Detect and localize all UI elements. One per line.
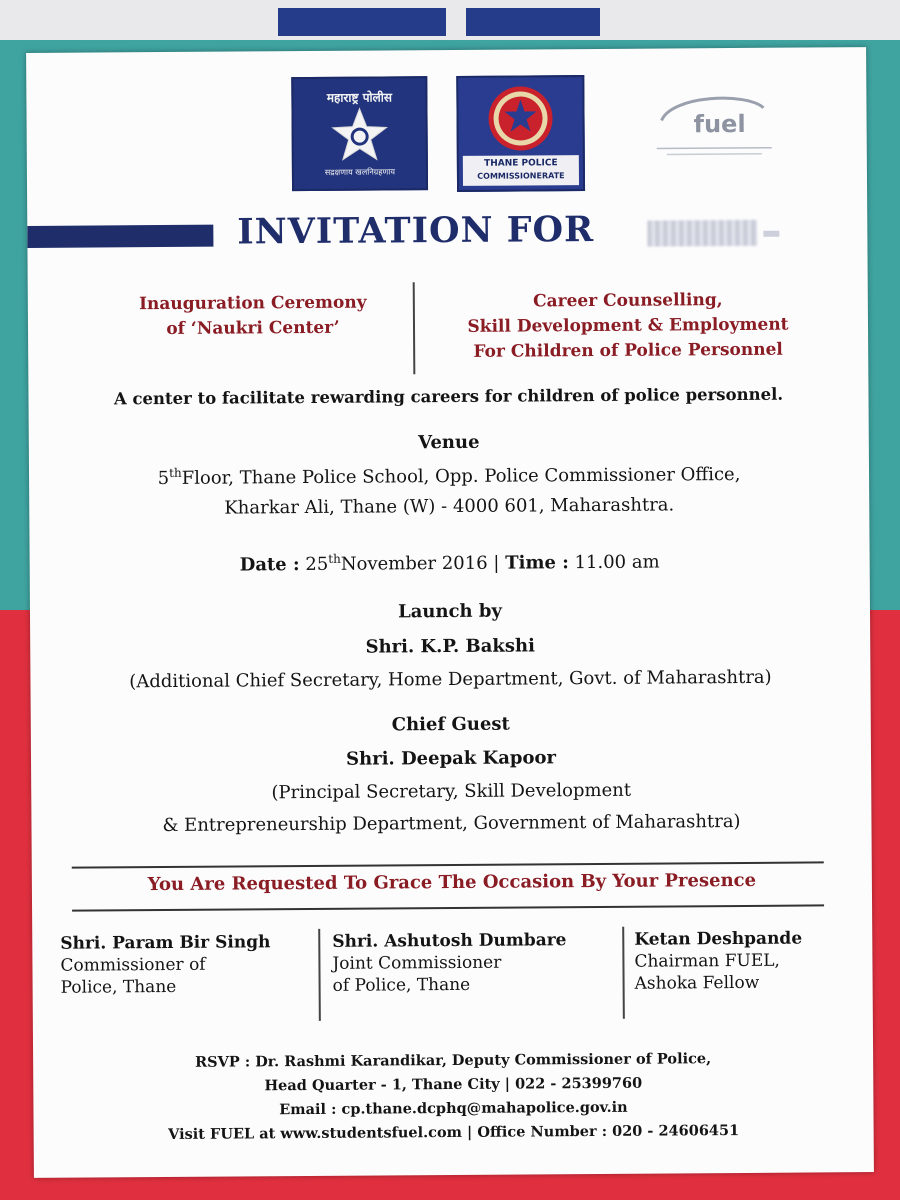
title-accent-bar [27,225,213,248]
tagline: A center to facilitate rewarding careers for children of police personnel. [113,384,784,409]
request-line: You Are Requested To Grace The Occasion By Your Presence [147,869,757,896]
police-star-icon [329,106,389,162]
venue-line-2: Kharkar Ali, Thane (W) - 4000 601, Maharashtra. [224,494,675,519]
launch-role: (Additional Chief Secretary, Home Department, Govt. of Maharashtra) [129,666,772,693]
venue-address-line-1: Floor, Thane Police School, Opp. Police Commissioner Office, [181,463,741,489]
subtitle-left-line: of ‘Naukri Center’ [166,317,340,339]
date-label: Date : [239,554,300,576]
rsvp-fuel-line: Visit FUEL at www.studentsfuel.com | Office Number : 020 - 24606451 [168,1121,740,1143]
logo-row [26,73,867,199]
venue-floor-number: 5 [157,467,170,490]
host-divider [622,927,625,1019]
thane-police-emblem-icon [480,83,560,154]
host-name: Shri. Param Bir Singh [60,932,271,954]
host-divider [318,929,321,1021]
fuel-logo [651,90,776,163]
thane-police-label-line2: COMMISSIONERATE [477,171,565,181]
maharashtra-police-logo-motto: सद्रक्षणाय खलनिग्रहणाय [324,167,396,177]
thane-police-label-panel [463,155,579,186]
chief-guest-role-line-1: (Principal Secretary, Skill Development [271,779,632,804]
venue-floor-suffix: th [169,465,182,480]
thane-police-label-line1: THANE POLICE [484,158,558,169]
host-role: Chairman FUEL, [634,950,781,972]
host-2 [332,929,567,997]
strip-logo-tile [466,8,600,36]
maharashtra-police-logo-title: महाराष्ट्र पोलीस [326,90,393,105]
subtitle-left-line: Inauguration Ceremony [139,292,367,315]
board-top-strip [0,0,900,40]
host-role: of Police, Thane [332,974,471,996]
redacted-title-text [647,220,757,247]
chief-guest-heading: Chief Guest [391,713,510,736]
subtitle-right-line: Skill Development & Employment [467,314,789,337]
subtitle-career [423,287,834,365]
chief-guest-name: Shri. Deepak Kapoor [346,747,557,770]
thane-police-logo [456,75,585,192]
host-name: Shri. Ashutosh Dumbare [332,930,567,952]
date-time-separator: | [493,552,500,574]
rsvp-email: Email : cp.thane.dcphq@mahapolice.gov.in [279,1098,628,1119]
host-role: Ashoka Fellow [634,972,760,994]
subtitle-right-line: For Children of Police Personnel [473,339,783,362]
request-bottom-rule [72,904,824,911]
launch-heading: Launch by [397,600,502,623]
host-1 [60,931,271,998]
rsvp-line-1: RSVP : Dr. Rashmi Karandikar, Deputy Commissioner of Police, [195,1050,712,1071]
date-day: 25 [305,553,329,576]
maharashtra-police-logo [291,76,428,191]
time-value: 11.00 am [574,551,660,574]
venue-line-1 [29,461,869,490]
chief-guest-role-line-2: & Entrepreneurship Department, Government of Maharashtra) [162,810,741,837]
venue-heading: Venue [418,431,480,454]
invitation-title: INVITATION FOR [237,208,595,253]
subtitle-right-line: Career Counselling, [532,290,723,312]
date-month-year: November 2016 [340,552,488,575]
launch-name: Shri. K.P. Bakshi [365,635,535,658]
time-label: Time : [505,552,569,574]
host-name: Ketan Deshpande [634,928,803,950]
fuel-logo-wordmark: fuel [693,109,746,139]
host-role: Joint Commissioner [332,952,502,974]
subtitle-inauguration [88,290,418,342]
date-time-line [30,548,870,577]
host-role: Commissioner of [60,954,206,976]
rsvp-line-2: Head Quarter - 1, Thane City | 022 - 25399760 [264,1074,643,1095]
request-top-rule [72,861,824,868]
invitation-card [26,47,874,1178]
date-suffix: th [328,551,341,566]
host-3 [634,928,802,995]
redacted-title-mark [763,231,779,237]
strip-logo-tile [278,8,446,36]
host-role: Police, Thane [60,976,177,998]
